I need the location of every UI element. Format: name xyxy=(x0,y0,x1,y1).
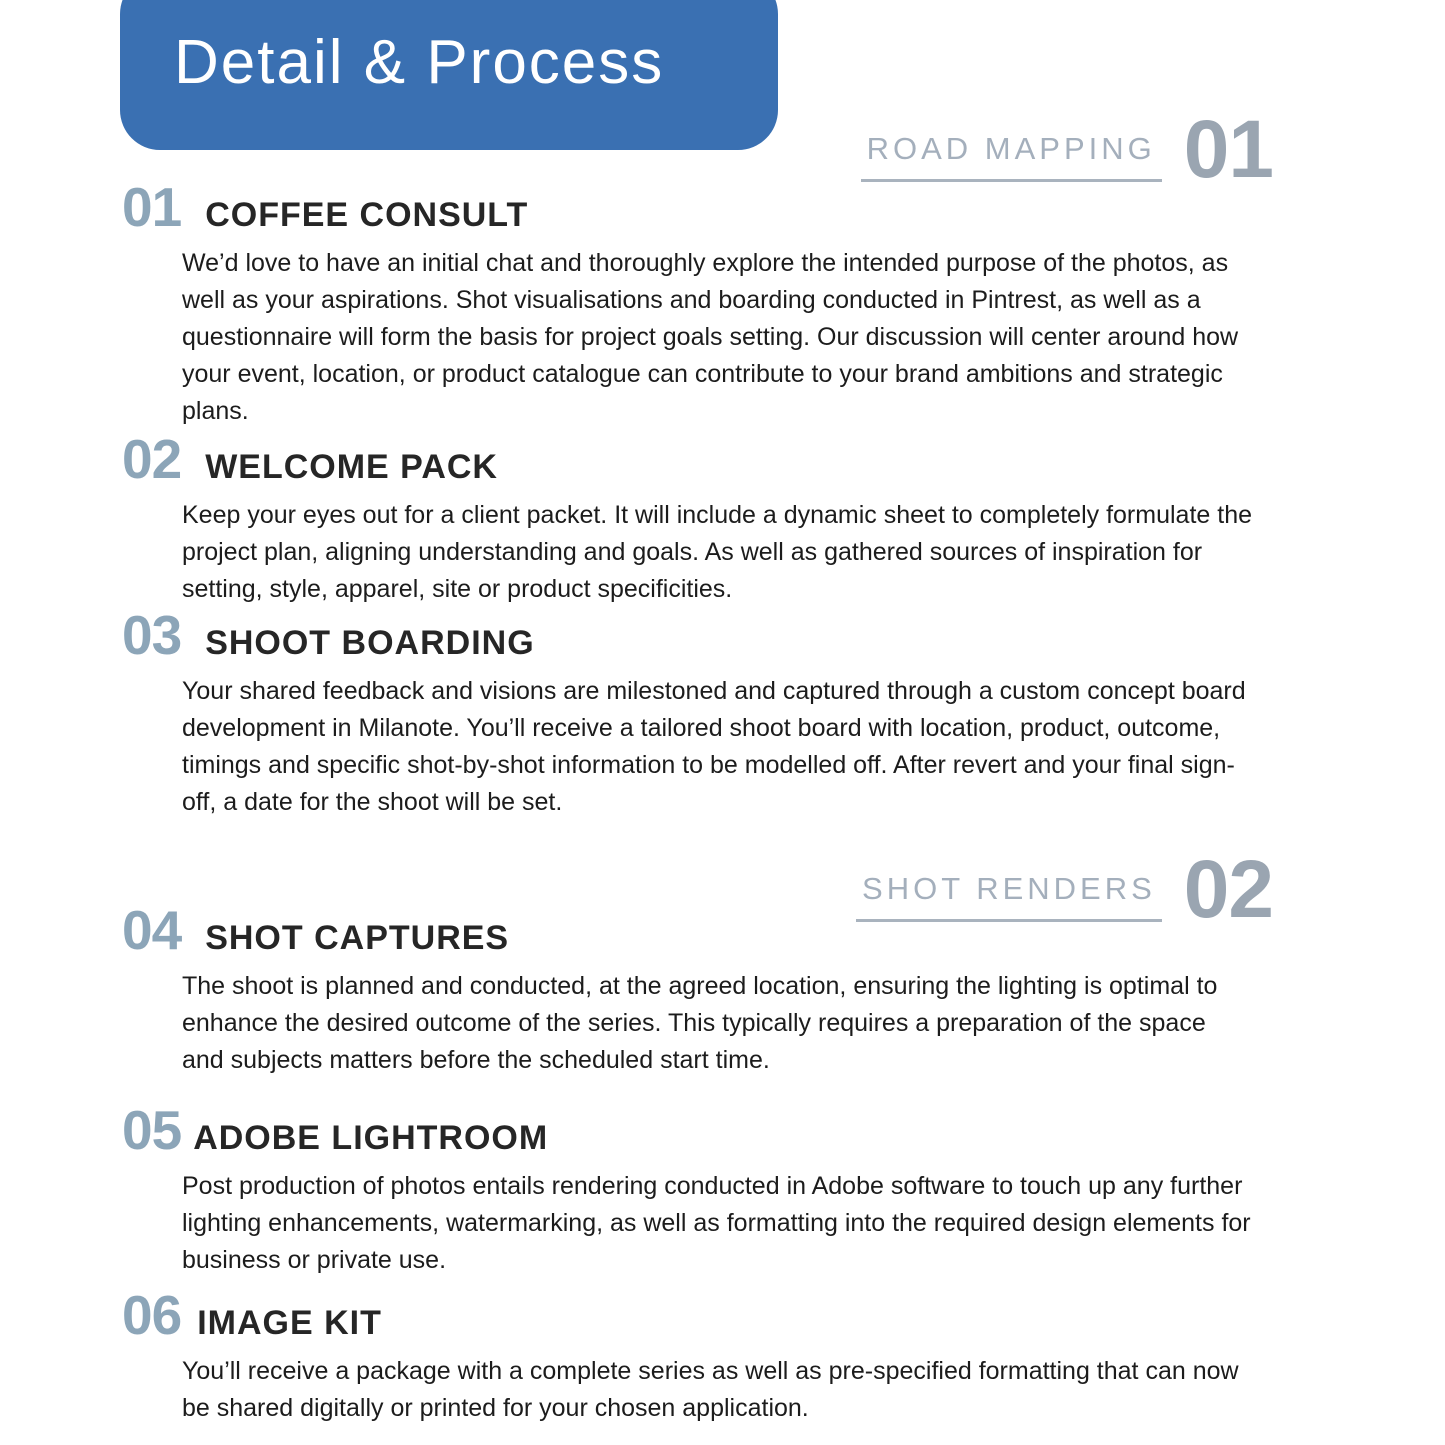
step-number: 06 xyxy=(122,1284,182,1346)
step-number: 03 xyxy=(122,604,182,666)
phase-number: 01 xyxy=(1183,104,1273,195)
step-body: You’ll receive a package with a complete series as well as pre-specified formatting that can now be shared digitally or printed for your chosen application. xyxy=(182,1357,1239,1422)
step-image-kit xyxy=(122,1284,1272,1427)
step-body: We’d love to have an initial chat and thoroughly explore the intended purpose of the photos, as well as your aspirations. Shot visualisations and boarding conducted in Pintrest, as well as a questionnaire will form the basis for project goals setting. Our discussion will center around how your event, location, or product catalogue can contribute to your brand ambitions and strategic plans. xyxy=(182,249,1239,425)
step-coffee-consult xyxy=(122,176,1272,430)
step-adobe-lightroom xyxy=(122,1099,1272,1279)
step-welcome-pack xyxy=(122,428,1272,608)
step-number: 02 xyxy=(122,428,182,490)
step-heading xyxy=(122,899,1272,961)
phase-label: SHOT RENDERS xyxy=(862,870,1156,906)
step-body: Your shared feedback and visions are milestoned and captured through a custom concept board development in Milanote. You’ll receive a tailored shoot board with location, product, outcome, timings and specific shot-by-shot information to be modelled off. After revert and your final sign-off, a date for the shoot will be set. xyxy=(182,677,1246,816)
step-body: Keep your eyes out for a client packet. It will include a dynamic sheet to completely formulate the project plan, aligning understanding and goals. As well as gathered sources of inspiration for setting, style, apparel, site or product specificities. xyxy=(182,501,1252,603)
step-heading xyxy=(122,1284,1272,1346)
phase-marker-road-mapping xyxy=(861,104,1273,195)
step-body: The shoot is planned and conducted, at the agreed location, ensuring the lighting is optimal to enhance the desired outcome of the series. This typically requires a preparation of the space and subjects matters before the scheduled start time. xyxy=(182,972,1218,1074)
step-heading xyxy=(122,604,1272,666)
step-number: 04 xyxy=(122,899,182,961)
step-title: SHOOT BOARDING xyxy=(205,624,535,662)
step-title: SHOT CAPTURES xyxy=(205,919,510,957)
step-number: 01 xyxy=(122,176,182,238)
phase-label-underline xyxy=(861,131,1162,182)
step-heading xyxy=(122,1099,1272,1161)
step-title: COFFEE CONSULT xyxy=(205,196,529,234)
step-heading xyxy=(122,428,1272,490)
step-heading xyxy=(122,176,1272,238)
phase-label: ROAD MAPPING xyxy=(866,130,1156,166)
phase-number: 02 xyxy=(1183,844,1273,935)
page-title: Detail & Process xyxy=(174,27,665,97)
step-body: Post production of photos entails rendering conducted in Adobe software to touch up any further lighting enhancements, watermarking, as well as formatting into the required design elements for business or private use. xyxy=(182,1172,1251,1274)
title-banner xyxy=(120,0,778,150)
step-shoot-boarding xyxy=(122,604,1272,821)
step-shot-captures xyxy=(122,899,1272,1079)
step-title: IMAGE KIT xyxy=(197,1304,382,1342)
step-title: WELCOME PACK xyxy=(205,448,498,486)
step-number: 05 xyxy=(122,1099,182,1161)
step-title: ADOBE LIGHTROOM xyxy=(193,1119,549,1157)
